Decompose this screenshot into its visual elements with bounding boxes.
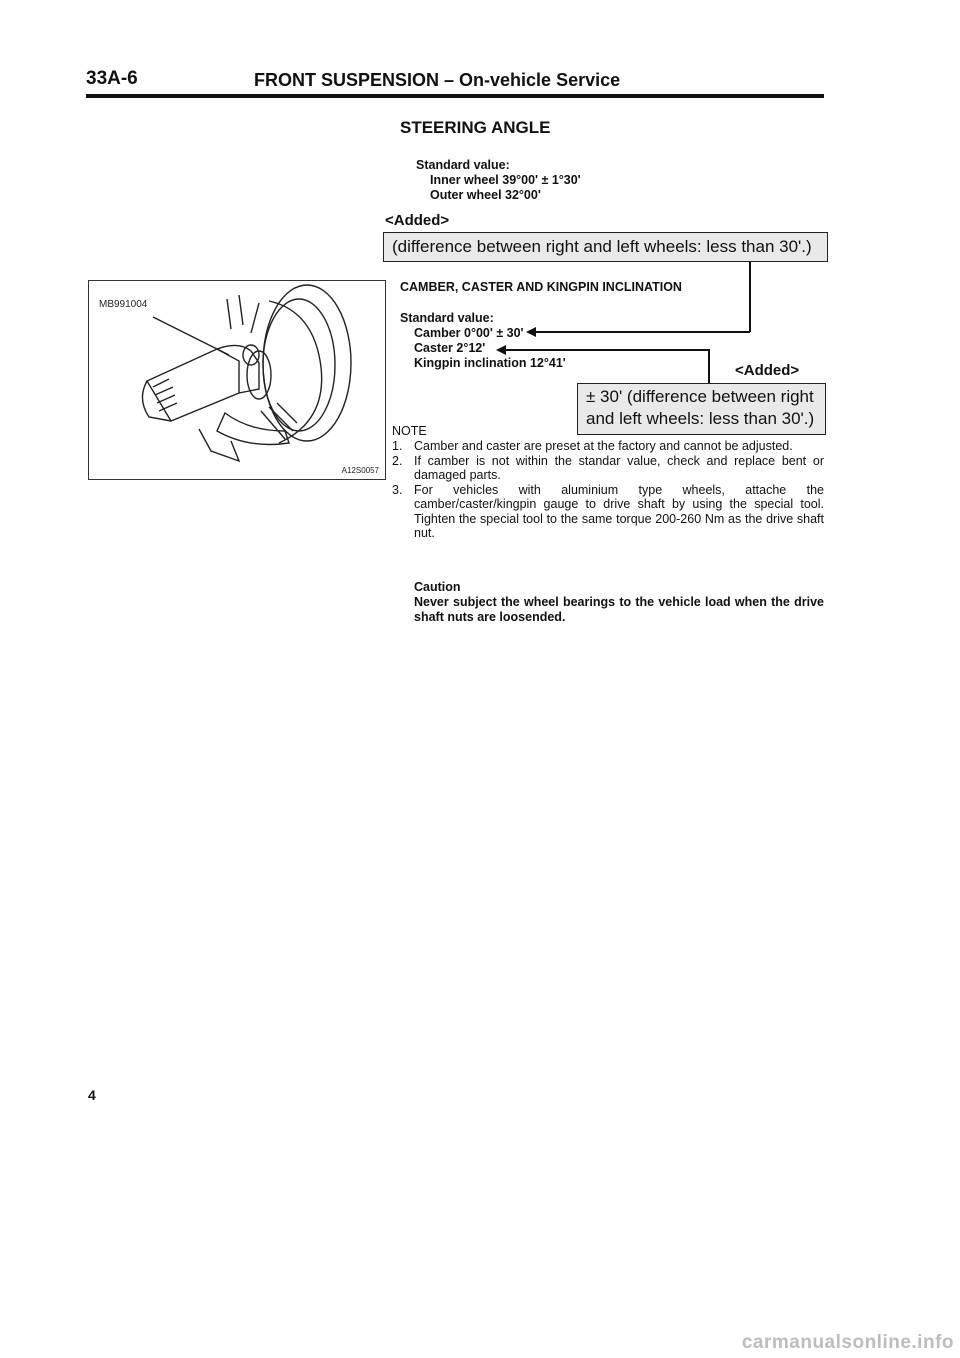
- camber-added-note: [577, 383, 826, 435]
- section-code: 33A-6: [86, 68, 138, 89]
- steering-added-note: (difference between right and left wheels: less than 30'.): [383, 232, 828, 262]
- figure-code: A12S0057: [341, 466, 379, 475]
- arrow-caster-icon: [496, 345, 506, 355]
- header-rule: [86, 94, 824, 98]
- camber-added-note-line2: and left wheels: less than 30'.): [586, 409, 815, 428]
- page-number: 4: [88, 1087, 96, 1103]
- camber-standard-label: Standard value:: [400, 311, 494, 325]
- connector-line-vertical-2: [708, 349, 710, 383]
- caution-text: Never subject the wheel bearings to the vehicle load when the drive shaft nuts are loosended.: [414, 595, 824, 624]
- camber-value: Camber 0°00' ± 30': [414, 326, 524, 340]
- connector-line-vertical-1: [749, 262, 751, 332]
- note-list: [392, 439, 824, 541]
- added-tag-steering: <Added>: [385, 212, 450, 229]
- camber-section-title: CAMBER, CASTER AND KINGPIN INCLINATION: [400, 280, 682, 294]
- arrow-camber-icon: [526, 327, 536, 337]
- added-tag-camber: <Added>: [735, 362, 800, 379]
- outer-wheel-value: Outer wheel 32°00': [430, 188, 541, 202]
- steering-standard-label: Standard value:: [416, 158, 510, 172]
- watermark: carmanualsonline.info: [741, 1332, 954, 1353]
- list-item: 3. For vehicles with aluminium type wheels, attache the camber/caster/kingpin gauge to drive shaft by using the special tool. Tighten the special tool to the same torque 200-260 Nm as the drive shaft nut.: [392, 482, 824, 540]
- wheel-tool-figure: [88, 280, 386, 480]
- note-label: NOTE: [392, 424, 427, 438]
- steering-angle-title: STEERING ANGLE: [400, 118, 551, 137]
- tool-label: MB991004: [99, 299, 148, 310]
- wheel-hub-illustration: [89, 281, 385, 479]
- page-header-title: FRONT SUSPENSION – On-vehicle Service: [254, 70, 621, 90]
- list-item: 1. Camber and caster are preset at the factory and cannot be adjusted.: [392, 439, 793, 453]
- caster-value: Caster 2°12': [414, 341, 486, 355]
- caution-label: Caution: [414, 580, 461, 594]
- connector-line-horizontal-1: [535, 331, 750, 333]
- camber-added-note-line1: ± 30' (difference between right: [586, 387, 814, 406]
- list-item: 2. If camber is not within the standar value, check and replace bent or damaged parts.: [392, 453, 824, 482]
- kingpin-value: Kingpin inclination 12°41': [414, 356, 566, 370]
- connector-line-horizontal-2: [505, 349, 709, 351]
- inner-wheel-value: Inner wheel 39°00' ± 1°30': [430, 173, 581, 187]
